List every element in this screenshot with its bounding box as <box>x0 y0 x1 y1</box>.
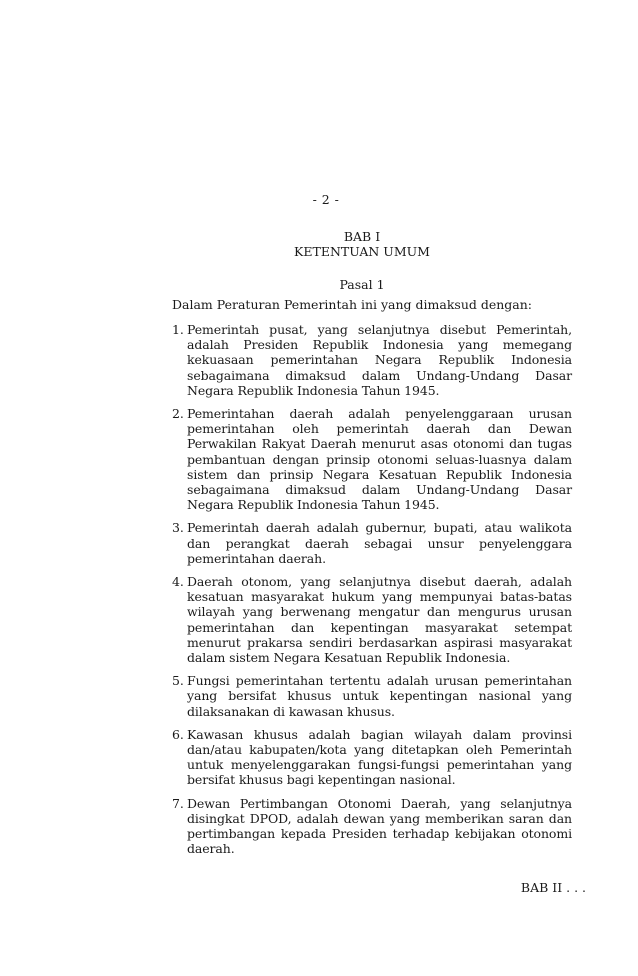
page-continuation-footer: BAB II . . . <box>520 880 586 895</box>
article-heading: Pasal 1 <box>339 277 385 292</box>
definition-item <box>172 727 572 788</box>
definition-text: Pemerintah pusat, yang selanjutnya disebut Pemerintah, adalah Presiden Republik Indonesia yang memegang kekuasaan pemerintahan Negara Republik Indonesia sebagaimana dimaksud dalam Undang-Undang Dasar Negara Republik Indonesia Tahun 1945. <box>187 322 572 398</box>
definition-number: 4. <box>172 574 184 590</box>
definition-number: 3. <box>172 520 184 536</box>
definition-text: Daerah otonom, yang selanjutnya disebut daerah, adalah kesatuan masyarakat hukum yang mempunyai batas-batas wilayah yang berwenang mengatur dan mengurus urusan pemerintahan dan kepentingan masyarakat setempat menurut prakarsa sendiri berdasarkan aspirasi masyarakat dalam sistem Negara Kesatuan Republik Indonesia. <box>187 574 572 666</box>
page-number: - 2 - <box>312 192 340 207</box>
definition-text: Dewan Pertimbangan Otonomi Daerah, yang selanjutnya disingkat DPOD, adalah dewan yang memberikan saran dan pertimbangan kepada Presiden terhadap kebijakan otonomi daerah. <box>187 795 572 857</box>
definition-item <box>172 406 572 512</box>
chapter-title: KETENTUAN UMUM <box>294 244 430 259</box>
definition-text: Kawasan khusus adalah bagian wilayah dalam provinsi dan/atau kabupaten/kota yang ditetapkan oleh Pemerintah untuk menyelenggarakan fungsi-fungsi pemerintahan yang bersifat khusus bagi kepentingan nasional. <box>187 726 572 788</box>
definition-item <box>172 520 572 566</box>
definition-item <box>172 574 572 665</box>
definition-item <box>172 796 572 857</box>
definition-text: Pemerintah daerah adalah gubernur, bupati, atau walikota dan perangkat daerah sebagai unsur penyelenggara pemerintahan daerah. <box>187 520 572 566</box>
intro-paragraph: Dalam Peraturan Pemerintah ini yang dimaksud dengan: <box>172 297 533 312</box>
definitions-list <box>172 322 572 865</box>
definition-text: Fungsi pemerintahan tertentu adalah urusan pemerintahan yang bersifat khusus untuk kepentingan nasional yang dilaksanakan di kawasan khusus. <box>187 673 572 719</box>
definition-number: 1. <box>172 322 184 337</box>
chapter-heading: BAB I <box>343 229 381 244</box>
definition-number: 2. <box>172 406 184 422</box>
definition-text: Pemerintahan daerah adalah penyelenggaraan urusan pemerintahan oleh pemerintah daerah dan Dewan Perwakilan Rakyat Daerah menurut asas otonomi dan tugas pembantuan dengan prinsip otonomi seluas-luasnya dalam sistem dan prinsip Negara Kesatuan Republik Indonesia sebagaimana dimaksud dalam Undang-Undang Dasar Negara Republik Indonesia Tahun 1945. <box>187 406 572 513</box>
definition-number: 7. <box>172 795 184 811</box>
definition-number: 5. <box>172 673 184 689</box>
definition-item <box>172 322 572 398</box>
definition-number: 6. <box>172 726 184 742</box>
definition-item <box>172 673 572 719</box>
